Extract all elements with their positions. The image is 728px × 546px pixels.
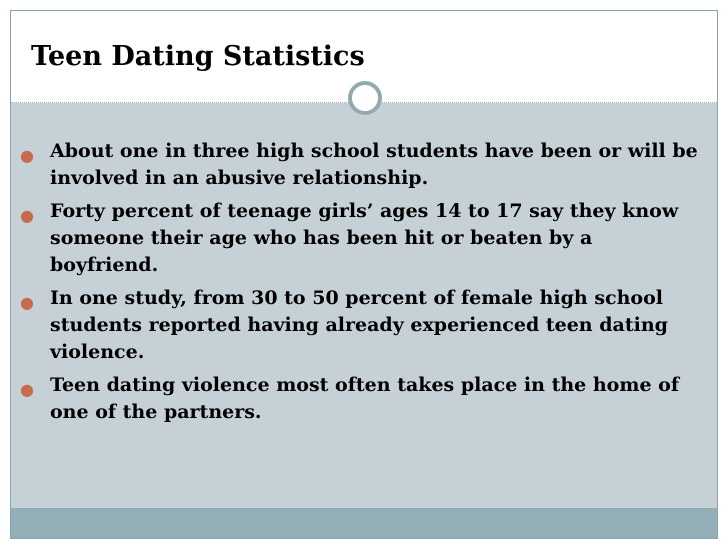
bullet-text: About one in three high school students have been or will be involved in an abusive relationship. (50, 140, 698, 189)
bullet-text: Teen dating violence most often takes place in the home of one of the partners. (50, 374, 680, 423)
circle-ornament-icon (348, 81, 382, 115)
bullet-item (17, 372, 707, 426)
round-bullet-icon: ● (20, 146, 34, 165)
bullet-item (17, 138, 707, 192)
bottom-bar (11, 508, 717, 538)
round-bullet-icon: ● (20, 206, 34, 225)
bullet-text: In one study, from 30 to 50 percent of female high school students reported having already experienced teen dating violence. (50, 287, 668, 363)
bullet-item (17, 285, 707, 366)
slide-title: Teen Dating Statistics (31, 41, 365, 72)
bullet-list (17, 138, 707, 432)
round-bullet-icon: ● (20, 293, 34, 312)
bullet-item (17, 198, 707, 279)
slide (10, 10, 718, 539)
round-bullet-icon: ● (20, 380, 34, 399)
bullet-text: Forty percent of teenage girls’ ages 14 to 17 say they know someone their age who has been hit or beaten by a boyfriend. (50, 200, 679, 276)
